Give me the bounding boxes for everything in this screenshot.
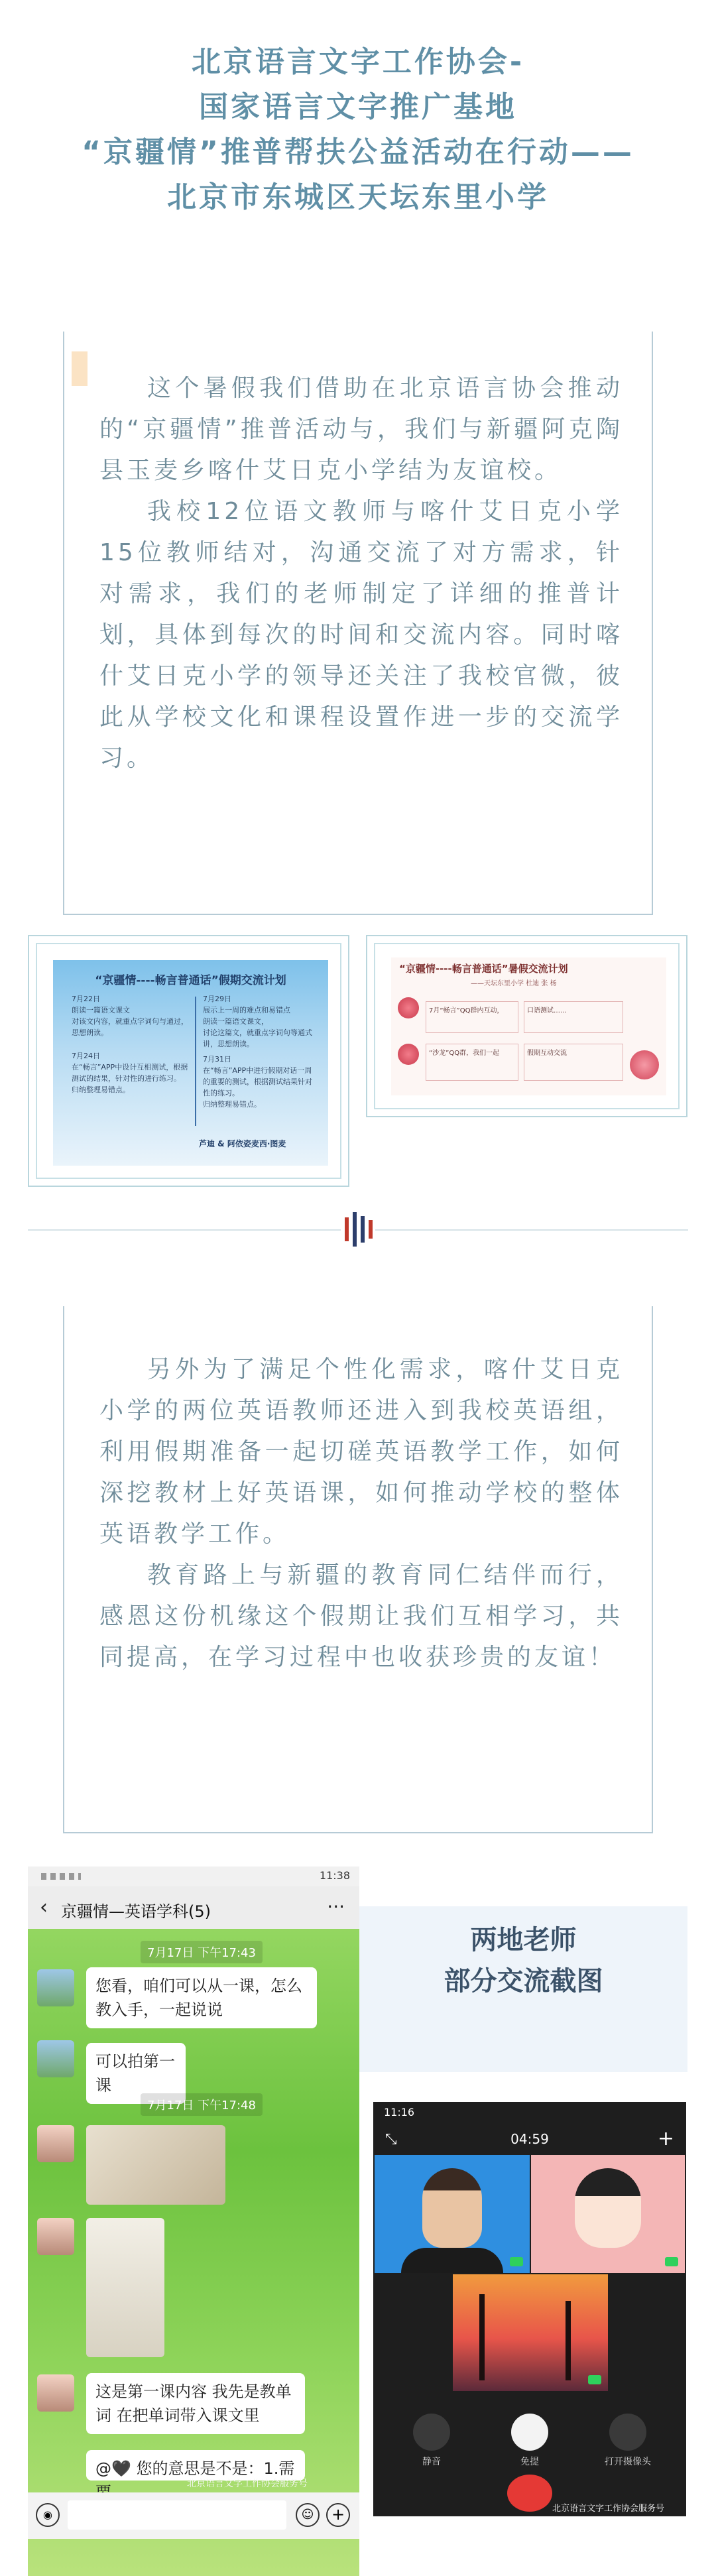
plan-right-cell-3: “沙龙”QQ群，我们一起 <box>426 1044 518 1081</box>
plan-image-left <box>53 960 328 1166</box>
intro-paragraph-1: 这个暑假我们借助在北京语言协会推动的“京疆情”推普活动与，我们与新疆阿克陶县玉麦乡喀什艾日克小学结为友谊校。 <box>99 375 623 484</box>
minimize-icon[interactable]: ⤡ <box>385 2131 397 2148</box>
plan-image-right <box>391 957 666 1095</box>
chat-watermark: 北京语言文字工作协会服务号 <box>187 2479 308 2489</box>
speaker-label: 免提 <box>520 2457 539 2467</box>
speaker-button[interactable] <box>511 2414 548 2451</box>
emoji-icon[interactable]: ☺ <box>296 2503 320 2527</box>
divider-bar <box>353 1212 357 1247</box>
chat-message-1: 您看，咱们可以从一课，怎么教入手，一起说说 <box>86 1967 317 2028</box>
caption-line-1: 两地老师 <box>470 1925 577 1955</box>
sender-avatar <box>37 2374 74 2412</box>
palm-tree <box>566 2301 571 2380</box>
participant-face <box>422 2168 482 2248</box>
chat-image-2[interactable] <box>86 2218 164 2357</box>
exchange-paragraph-1: 另外为了满足个性化需求，喀什艾日克小学的两位英语教师还进入到我校英语组，利用假期准备一起切磋英语教学工作，如何深挖教材上好英语课，如何推动学校的整体英语教学工作。 <box>99 1356 623 1548</box>
camera-button[interactable] <box>609 2414 646 2451</box>
plan-image-left-frame <box>28 935 349 1187</box>
chat-screenshot <box>28 1867 359 2576</box>
chat-status-time: 11:38 <box>319 1869 350 1882</box>
plan-left-footer: 芦迪 & 阿依姿麦西·图麦 <box>199 1139 286 1148</box>
palm-tree <box>479 2294 485 2380</box>
plan-left-col2: 7月29日 展示上一周的难点和易错点 朗读一篇语文课文， 讨论这篇文，就重点字词句等通式讲，思想朗读。 7月31日 在“畅言”APP中进行假期对话一周的重要的测试，根据测试结果针对性的练习。 归纳整理易错点。 <box>203 995 312 1109</box>
mic-on-icon <box>510 2257 523 2266</box>
title-line-3: “京疆情”推普帮扶公益活动在行动—— <box>82 135 634 169</box>
hangup-button[interactable] <box>507 2475 552 2512</box>
sender-avatar <box>37 2125 74 2162</box>
plan-left-timeline <box>195 997 196 1126</box>
accent-mark <box>72 351 88 386</box>
message-input[interactable] <box>68 2500 286 2530</box>
back-arrow-icon[interactable]: ‹ <box>40 1896 48 1919</box>
plan-right-cell-1: 7月“畅言”QQ群内互动， <box>426 1001 518 1033</box>
title-line-1: 北京语言文字工作协会- <box>191 45 525 79</box>
chat-input-bar <box>28 2492 359 2539</box>
page-title <box>0 40 716 220</box>
sender-avatar <box>37 2218 74 2255</box>
chat-status-bar <box>28 1867 359 1886</box>
participant-shoulders <box>401 2248 503 2273</box>
mic-on-icon <box>588 2375 601 2384</box>
participant-video-3 <box>453 2274 608 2391</box>
plan-right-subtitle: ——天坛东里小学 杜迪 张 杨 <box>471 980 557 987</box>
participant-video-2 <box>531 2155 685 2273</box>
chat-timestamp-1: 7月17日 下午17:43 <box>141 1941 263 1963</box>
divider-bar <box>361 1216 365 1243</box>
plan-right-cell-4: 假期互动交流 <box>524 1044 623 1081</box>
divider-bar <box>369 1220 373 1239</box>
video-watermark: 北京语言文字工作协会服务号 <box>552 2504 665 2514</box>
caption-line-2: 部分交流截图 <box>444 1966 603 1996</box>
chat-image-1[interactable] <box>86 2125 225 2205</box>
mute-label: 静音 <box>422 2457 441 2467</box>
plan-right-rose-icon <box>630 1050 659 1079</box>
video-call-screenshot <box>373 2102 686 2516</box>
mute-button[interactable] <box>413 2414 450 2451</box>
plan-left-col1: 7月22日 朗读一篇语文课文 对该文内容，就重点字词句与通过，思想朗读。 7月24日 在“畅言”APP中设计互相测试，根据测试的结果，针对性的进行练习。 归纳整理易错点。 <box>72 995 188 1094</box>
plan-right-rose-icon <box>398 997 419 1018</box>
sender-avatar <box>37 1969 74 2006</box>
chat-group-name: 京疆情—英语学科(5) <box>61 1902 211 1921</box>
divider-emblem <box>341 1207 375 1253</box>
chat-message-4: @🖤 您的意思是不是：1.需 <box>86 2450 305 2481</box>
more-icon[interactable]: ··· <box>327 1896 345 1918</box>
camera-label: 打开摄像头 <box>605 2457 651 2467</box>
title-line-4: 北京市东城区天坛东里小学 <box>167 180 549 214</box>
plan-right-title: “京疆情----畅言普通话”暑假交流计划 <box>399 963 568 975</box>
participant-face <box>575 2168 641 2248</box>
chat-header <box>28 1886 359 1929</box>
add-participant-icon[interactable]: + <box>657 2127 674 2150</box>
intro-paragraph-2: 我校12位语文教师与喀什艾日克小学15位教师结对，沟通交流了对方需求，针对需求，我们的老师制定了详细的推普计划，具体到每次的时间和交流内容。同时喀什艾日克小学的领导还关注了我校官微，彼此从学校文化和课程设置作进一步的交流学习。 <box>99 498 623 772</box>
chat-timestamp-2: 7月17日 下午17:48 <box>141 2093 263 2116</box>
plan-right-cell-2: 口语测试…… <box>524 1001 623 1033</box>
exchange-text <box>99 1349 623 1678</box>
intro-text <box>99 368 623 779</box>
video-status-time: 11:16 <box>384 2106 415 2118</box>
voice-icon[interactable]: ◉ <box>36 2503 60 2527</box>
chat-status-icons <box>41 1873 81 1880</box>
title-line-2: 国家语言文字推广基地 <box>199 90 517 124</box>
add-icon[interactable]: + <box>326 2503 350 2527</box>
plan-left-title: “京疆情----畅言普通话”假期交流计划 <box>95 974 286 987</box>
sender-avatar <box>37 2040 74 2077</box>
chat-message-2: 可以拍第一课 <box>86 2043 186 2104</box>
exchange-paragraph-2: 教育路上与新疆的教育同仁结伴而行，感恩这份机缘这个假期让我们互相学习，共同提高，在学习过程中也收获珍贵的友谊！ <box>99 1562 623 1671</box>
participant-video-1 <box>375 2155 530 2273</box>
chat-message-3: 这是第一课内容 我先是教单词 在把单词带入课文里 <box>86 2373 305 2434</box>
plan-right-rose-icon <box>398 1044 419 1065</box>
call-duration: 04:59 <box>510 2131 549 2147</box>
mic-on-icon <box>665 2257 678 2266</box>
plan-image-right-frame <box>366 935 687 1117</box>
divider-bar <box>345 1217 349 1241</box>
